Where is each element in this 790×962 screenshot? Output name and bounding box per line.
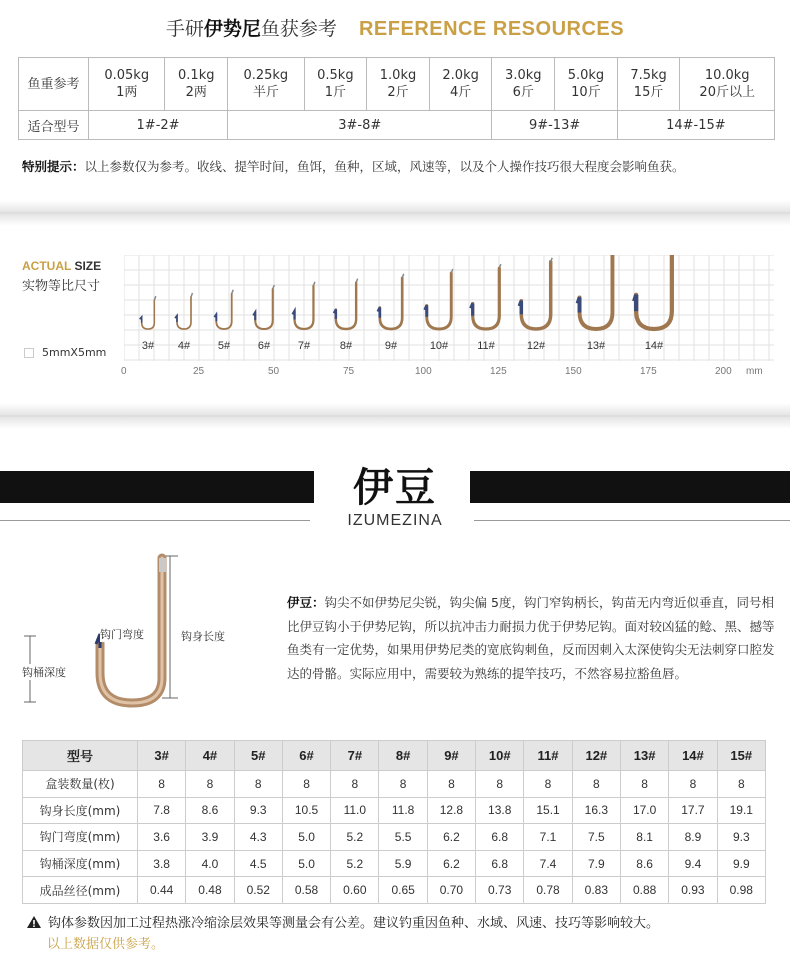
spec-row-label: 钩桶深度(mm) (23, 850, 138, 877)
axis-tick-label: 125 (490, 366, 507, 377)
axis-tick-label: 100 (415, 366, 432, 377)
weight-kg: 0.5kg (317, 68, 354, 83)
spec-cell: 0.93 (669, 877, 717, 904)
weight-cn: 1斤 (324, 85, 346, 100)
spec-cell: 7.4 (524, 850, 572, 877)
hook-size-label: 4# (177, 340, 191, 352)
spec-model-header: 8# (379, 741, 427, 771)
model-range-cell: 3#-8# (228, 111, 492, 140)
spec-cell: 8 (572, 771, 620, 798)
spec-cell: 9.9 (717, 850, 765, 877)
spec-cell: 6.2 (427, 850, 475, 877)
spec-cell: 8 (186, 771, 234, 798)
hook-size-label: 12# (526, 340, 546, 352)
actual-size-title (22, 255, 101, 294)
spec-cell: 8 (669, 771, 717, 798)
spec-cell: 0.73 (476, 877, 524, 904)
hook-8-mark (334, 279, 358, 329)
spec-model-header: 9# (427, 741, 475, 771)
model-range-cell: 14#-15# (617, 111, 774, 140)
page-header (0, 14, 790, 41)
spec-cell: 8 (282, 771, 330, 798)
spec-row-label: 成品丝径(mm) (23, 877, 138, 904)
spec-cell: 0.65 (379, 877, 427, 904)
axis-tick-label: 50 (268, 366, 280, 377)
spec-cell: 7.9 (572, 850, 620, 877)
spec-cell: 0.60 (331, 877, 379, 904)
axis-tick-label: 25 (193, 366, 205, 377)
spec-cell: 0.83 (572, 877, 620, 904)
spec-cell: 0.70 (427, 877, 475, 904)
table-row (23, 797, 766, 824)
spec-model-header: 13# (620, 741, 668, 771)
hook-9-mark (378, 274, 404, 329)
spec-cell: 6.8 (476, 824, 524, 851)
weight-cell (228, 58, 304, 111)
weight-cell (617, 58, 680, 111)
weight-cn: 10斤 (571, 85, 601, 100)
spec-cell: 6.2 (427, 824, 475, 851)
weight-cell (429, 58, 492, 111)
reference-table (18, 57, 775, 140)
warning-icon (26, 915, 42, 929)
axis-tick-label: 150 (565, 366, 582, 377)
model-range-cell: 9#-13# (492, 111, 617, 140)
shank-label: 钩身长度 (181, 630, 225, 643)
spec-cell: 5.9 (379, 850, 427, 877)
size-label: SIZE (71, 259, 102, 273)
hook-size-label: 3# (141, 340, 155, 352)
spec-cell: 3.6 (138, 824, 186, 851)
spec-cell: 10.5 (282, 797, 330, 824)
spec-header-row (23, 741, 766, 771)
spec-cell: 0.98 (717, 877, 765, 904)
hook-3-mark (140, 296, 156, 329)
spec-cell: 5.0 (282, 824, 330, 851)
grid-legend-label: 5mmX5mm (42, 346, 107, 359)
spec-table (22, 740, 766, 904)
size-grid (124, 255, 774, 365)
spec-model-header: 3# (138, 741, 186, 771)
spec-model-header: 12# (572, 741, 620, 771)
weight-cell (367, 58, 430, 111)
size-grid-svg (124, 255, 774, 361)
spec-model-header: 10# (476, 741, 524, 771)
weight-kg: 7.5kg (630, 68, 667, 83)
axis-tick-label: 0 (121, 366, 127, 377)
weight-row (19, 58, 775, 111)
weight-cell (680, 58, 775, 111)
axis-unit-label: mm (746, 366, 763, 377)
spec-model-header: 7# (331, 741, 379, 771)
bucket-label: 钩桶深度 (22, 666, 66, 679)
weight-kg: 0.05kg (104, 68, 150, 83)
spec-cell: 8.6 (620, 850, 668, 877)
grid-legend (24, 346, 106, 359)
weight-kg: 0.1kg (178, 68, 215, 83)
spec-cell: 0.88 (620, 877, 668, 904)
spec-cell: 9.3 (234, 797, 282, 824)
spec-model-header: 15# (717, 741, 765, 771)
spec-cell: 11.8 (379, 797, 427, 824)
weight-cn: 20斤以上 (699, 85, 755, 100)
hook-size-label: 6# (257, 340, 271, 352)
axis-tick-label: 175 (640, 366, 657, 377)
spec-cell: 17.0 (620, 797, 668, 824)
weight-cell (304, 58, 367, 111)
weight-cn: 6斤 (512, 85, 534, 100)
spec-cell: 5.2 (331, 824, 379, 851)
spec-cell: 12.8 (427, 797, 475, 824)
spec-cell: 7.8 (138, 797, 186, 824)
weight-row-label: 鱼重参考 (19, 58, 89, 111)
spec-cell: 16.3 (572, 797, 620, 824)
actual-size-cn: 实物等比尺寸 (22, 279, 101, 294)
spec-cell: 0.48 (186, 877, 234, 904)
spec-model-header: 4# (186, 741, 234, 771)
spec-cell: 8.9 (669, 824, 717, 851)
spec-cell: 15.1 (524, 797, 572, 824)
spec-model-header: 11# (524, 741, 572, 771)
spec-row-label: 盒装数量(枚) (23, 771, 138, 798)
hook-description: 伊豆：钩尖不如伊势尼尖锐，钩尖偏 5度，钩门窄钩柄长，钩苗无内弯近似垂直，同号相比伊豆钩小于伊势尼钩，所以抗冲击力耐损力优于伊势尼钩。面对较凶猛的鲶、黑、撼等鱼类有一定优势，如果用伊势尼类的宽底钩刺鱼，反而因刺入太深使钩尖无法刺穿口腔发达的骨骼。实际应用中，需要较为熟练的提竿技巧，不然容易拉豁鱼唇。 (287, 595, 775, 681)
spec-cell: 8 (427, 771, 475, 798)
spec-cell: 13.8 (476, 797, 524, 824)
spec-header-label: 型号 (23, 741, 138, 771)
hook-14-mark (634, 255, 673, 329)
spec-cell: 8.6 (186, 797, 234, 824)
spec-row-label: 钩身长度(mm) (23, 797, 138, 824)
spec-cell: 19.1 (717, 797, 765, 824)
hook-size-label: 13# (586, 340, 606, 352)
model-range-cell: 1#-2# (89, 111, 228, 140)
hook-size-label: 5# (217, 340, 231, 352)
hook-size-label: 7# (297, 340, 311, 352)
actual-label: ACTUAL (22, 259, 72, 273)
spec-cell: 3.9 (186, 824, 234, 851)
header-title-en: REFERENCE RESOURCES (358, 18, 625, 40)
weight-cell (555, 58, 618, 111)
hook-12-mark (519, 258, 552, 329)
hook-size-label: 14# (644, 340, 664, 352)
warning-text-2: 以上数据仅供参考。 (47, 937, 165, 952)
weight-cell (89, 58, 165, 111)
hook-6-mark (253, 285, 274, 329)
table-row (23, 850, 766, 877)
header-title-cn: 手研伊势尼鱼获参考 (165, 18, 337, 40)
spec-cell: 8 (234, 771, 282, 798)
spec-cell: 4.0 (186, 850, 234, 877)
weight-kg: 2.0kg (442, 68, 479, 83)
warning-note (26, 912, 659, 931)
spec-cell: 8.1 (620, 824, 668, 851)
spec-cell: 9.4 (669, 850, 717, 877)
axis-tick-label: 75 (343, 366, 355, 377)
spec-cell: 8 (476, 771, 524, 798)
divider-band-2 (0, 403, 790, 429)
spec-cell: 7.1 (524, 824, 572, 851)
special-tip: 特别提示：以上参数仅为参考。收线、提竿时间，鱼饵，鱼种，区域，风速等，以及个人操作技巧很大程度会影响鱼获。 (22, 159, 685, 174)
weight-kg: 5.0kg (567, 68, 605, 83)
spec-cell: 5.0 (282, 850, 330, 877)
hook-size-label: 11# (477, 340, 495, 352)
spec-cell: 7.5 (572, 824, 620, 851)
warning-text: 钩体参数因加工过程热涨冷缩涂层效果等测量会有公差。建议钓重因鱼种、水域、风速、技巧等影响较大。 (48, 916, 660, 931)
spec-row-label: 钩门弯度(mm) (23, 824, 138, 851)
weight-kg: 10.0kg (704, 68, 750, 83)
hook-size-label: 9# (384, 340, 398, 352)
weight-cell (165, 58, 228, 111)
axis-tick-label: 200 (715, 366, 732, 377)
spec-cell: 8 (620, 771, 668, 798)
spec-cell: 6.8 (476, 850, 524, 877)
spec-cell: 4.3 (234, 824, 282, 851)
hook-eye (159, 558, 166, 572)
section-title-en: IZUMEZINA (347, 512, 443, 529)
spec-cell: 0.58 (282, 877, 330, 904)
weight-cn: 4斤 (450, 85, 472, 100)
spec-model-header: 14# (669, 741, 717, 771)
weight-kg: 3.0kg (505, 68, 542, 83)
spec-cell: 9.3 (717, 824, 765, 851)
spec-cell: 0.52 (234, 877, 282, 904)
spec-cell: 8 (524, 771, 572, 798)
table-row (23, 771, 766, 798)
gap-label: 钩门弯度 (100, 628, 144, 641)
hook-13-mark (578, 255, 614, 329)
spec-model-header: 5# (234, 741, 282, 771)
hook-11-mark (471, 264, 501, 329)
weight-cn: 2斤 (387, 85, 409, 100)
divider-band (0, 200, 790, 226)
spec-cell: 0.78 (524, 877, 572, 904)
weight-cn: 15斤 (633, 85, 664, 100)
weight-kg: 1.0kg (379, 68, 417, 83)
model-row-label: 适合型号 (19, 111, 89, 140)
weight-cn: 1两 (116, 85, 138, 100)
table-row (23, 824, 766, 851)
spec-model-header: 6# (282, 741, 330, 771)
spec-cell: 8 (379, 771, 427, 798)
spec-cell: 8 (138, 771, 186, 798)
weight-kg: 0.25kg (243, 68, 289, 83)
section-title-cn: 伊豆 (353, 464, 437, 511)
spec-cell: 8 (717, 771, 765, 798)
spec-cell: 8 (331, 771, 379, 798)
spec-cell: 5.2 (331, 850, 379, 877)
hook-size-label: 10# (429, 340, 449, 352)
hook-5-mark (214, 290, 233, 329)
weight-cell (492, 58, 555, 111)
model-row (19, 111, 775, 140)
spec-cell: 11.0 (331, 797, 379, 824)
spec-cell: 5.5 (379, 824, 427, 851)
weight-cn: 半斤 (252, 85, 279, 100)
spec-cell: 3.8 (138, 850, 186, 877)
grid-square-icon (24, 348, 34, 358)
spec-cell: 4.5 (234, 850, 282, 877)
spec-cell: 17.7 (669, 797, 717, 824)
weight-cn: 2两 (185, 85, 207, 100)
spec-cell: 0.44 (138, 877, 186, 904)
table-row (23, 877, 766, 904)
hook-size-label: 8# (339, 340, 353, 352)
